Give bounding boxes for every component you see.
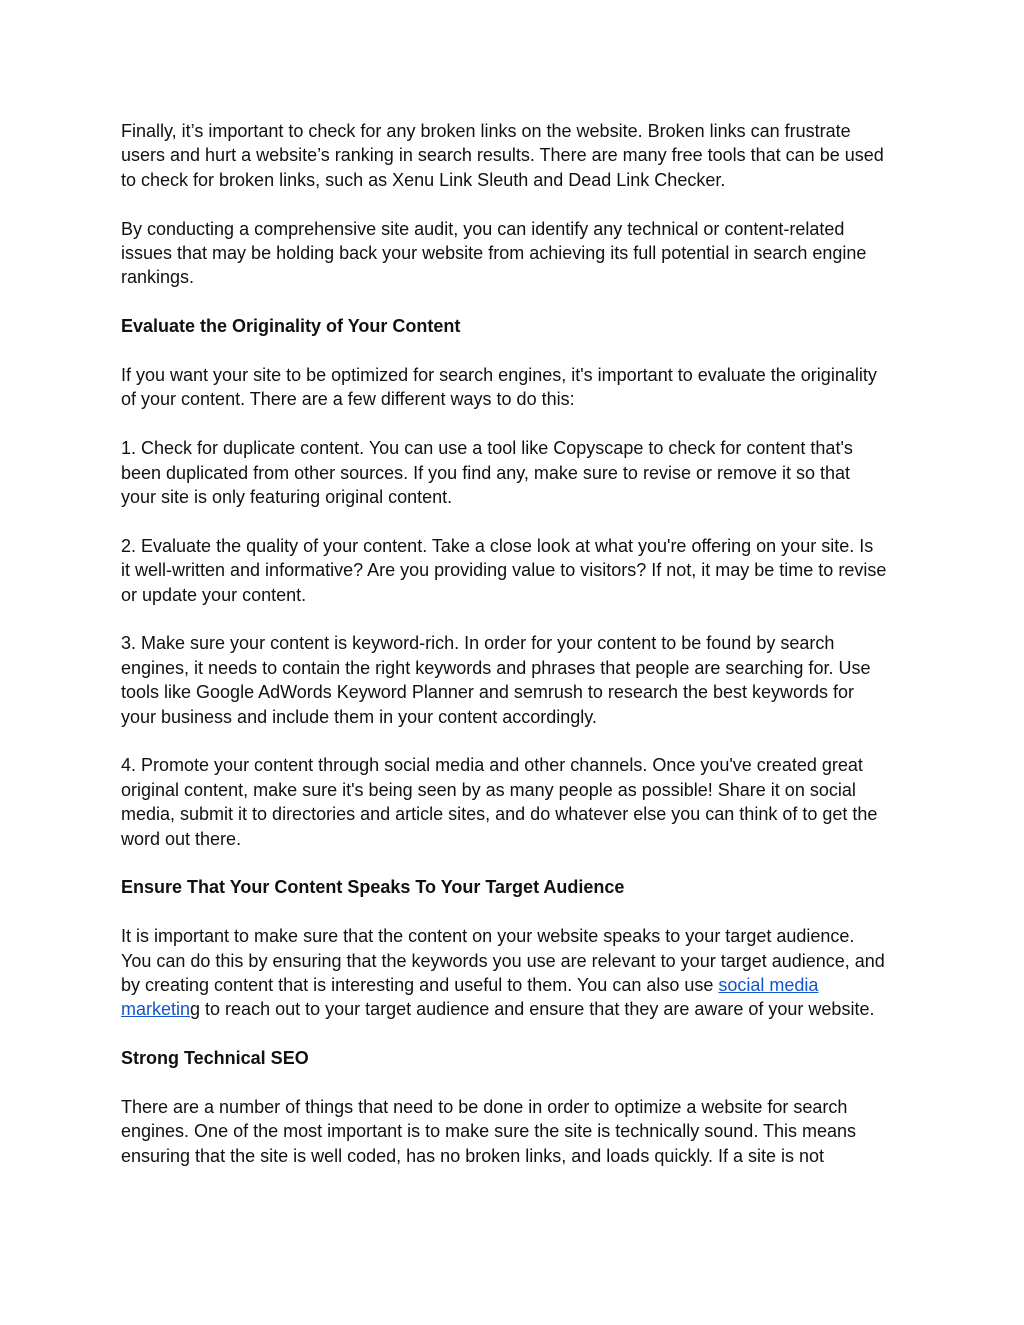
- heading-target-audience: Ensure That Your Content Speaks To Your Target Audience: [121, 877, 625, 898]
- heading-evaluate-originality: Evaluate the Originality of Your Content: [121, 316, 461, 337]
- document-page: [121, 119, 911, 1193]
- paragraph-target-audience: [121, 924, 911, 1022]
- heading-technical-seo: Strong Technical SEO: [121, 1048, 309, 1069]
- paragraph-duplicate-content: 1. Check for duplicate content. You can use a tool like Copyscape to check for content that's been duplicated from other sources. If you find any, make sure to revise or remove it so that your site is only featuring original content.: [121, 438, 853, 508]
- paragraph-target-audience-text-end: g to reach out to your target audience and ensure that they are aware of your website.: [190, 999, 875, 1020]
- paragraph-broken-links: Finally, it’s important to check for any broken links on the website. Broken links can frustrate users and hurt a website’s ranking in search results. There are many free tools that can be used to check for broken links, such as Xenu Link Sleuth and Dead Link Checker.: [121, 121, 884, 190]
- paragraph-keyword-rich: 3. Make sure your content is keyword-rich. In order for your content to be found by search engines, it needs to contain the right keywords and phrases that people are searching for. Use tools like Google AdWords Keyword Planner and semrush to research the best keywords for your business and include them in your content accordingly.: [121, 633, 871, 727]
- paragraph-promote-content: 4. Promote your content through social media and other channels. Once you've created great original content, make sure it's being seen by as many people as possible! Share it on social media, submit it to directories and article sites, and do whatever else you can think of to get the word out there.: [121, 755, 878, 849]
- social-media-marketing-link[interactable]: social media marketin: [121, 975, 819, 1020]
- paragraph-originality-intro: If you want your site to be optimized for search engines, it's important to evaluate the originality of your content. There are a few different ways to do this:: [121, 365, 877, 410]
- paragraph-target-audience-text: It is important to make sure that the content on your website speaks to your target audience. You can do this by ensuring that the keywords you use are relevant to your target audience, and by creating content that is interesting and useful to them. You can also use: [121, 926, 885, 996]
- paragraph-site-audit: By conducting a comprehensive site audit, you can identify any technical or content-related issues that may be holding back your website from achieving its full potential in search engine rankings.: [121, 218, 867, 288]
- paragraph-technical-seo: There are a number of things that need to be done in order to optimize a website for search engines. One of the most important is to make sure the site is technically sound. This means ensuring that the site is well coded, has no broken links, and loads quickly. If a site is not: [121, 1097, 857, 1166]
- paragraph-content-quality: 2. Evaluate the quality of your content. Take a close look at what you're offering on your site. Is it well-written and informative? Are you providing value to visitors? If not, it may be time to revise or update your content.: [121, 535, 887, 605]
